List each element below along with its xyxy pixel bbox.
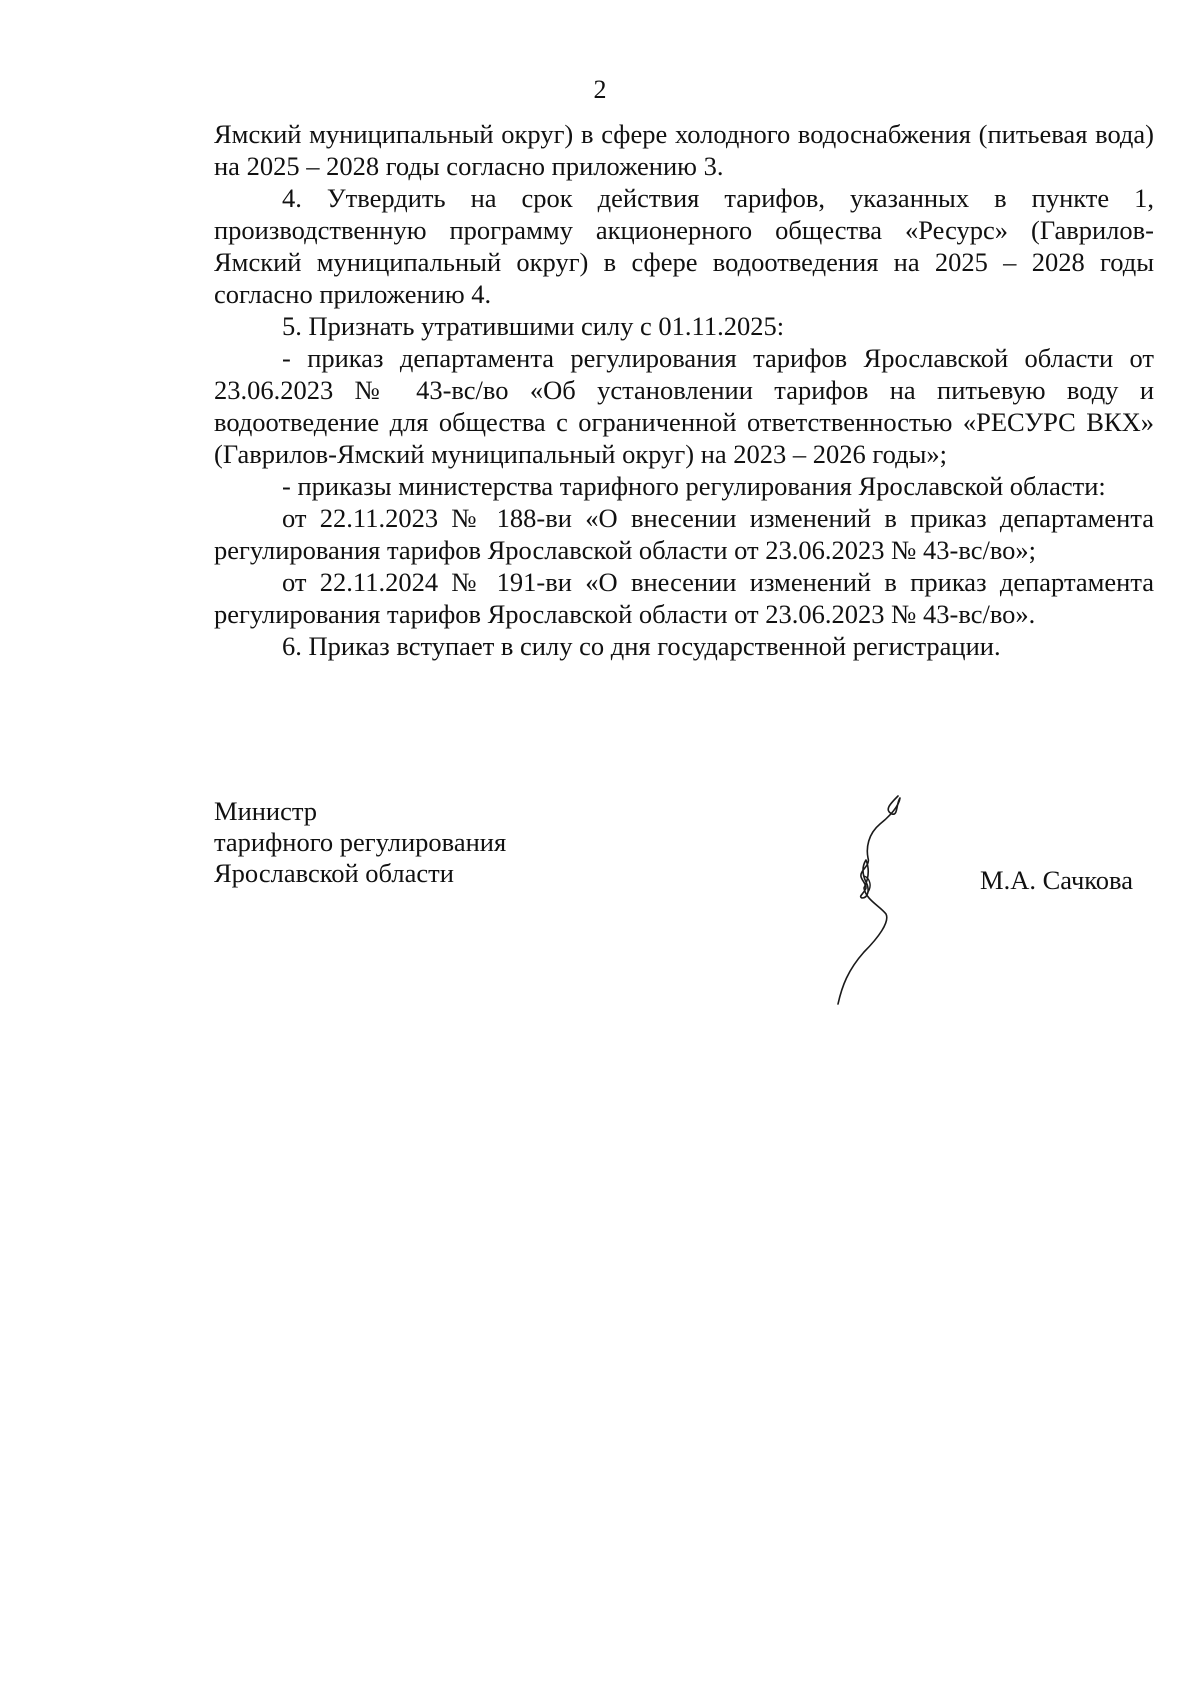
signatory-title-line: Министр	[214, 796, 318, 826]
paragraph-order-2023: от 22.11.2023 № 188-ви «О внесении изменений в приказ департамента регулирования тарифов Ярославской области от 23.06.2023 № 43-вс/во»;	[214, 503, 1154, 565]
signatory-title-line: тарифного регулирования	[214, 827, 507, 857]
paragraph-revoked-order: - приказ департамента регулирования тарифов Ярославской области от 23.06.2023 № 43-вс/во «Об установлении тарифов на питьевую воду и водоотведение для общества с ограниченной ответственностью «РЕСУРС ВКХ» (Гаврилов-Ямский муниципальный округ) на 2023 – 2026 годы»;	[214, 343, 1154, 469]
paragraph-continuation: Ямский муниципальный округ) в сфере холодного водоснабжения (питьевая вода) на 2025 – 2028 годы согласно приложению 3.	[214, 119, 1154, 181]
paragraph-item-4: 4. Утвердить на срок действия тарифов, указанных в пункте 1, производственную программу акционерного общества «Ресурс» (Гаврилов-Ямский муниципальный округ) в сфере водоотведения на 2025 – 2028 годы согласно приложению 4.	[214, 183, 1154, 309]
handwritten-signature	[820, 790, 930, 1010]
page-number: 2	[593, 75, 607, 104]
paragraph-item-6: 6. Приказ вступает в силу со дня государственной регистрации.	[282, 631, 1001, 661]
order-body-text	[214, 118, 1154, 662]
signatory-title-line: Ярославской области	[214, 858, 454, 888]
paragraph-item-5: 5. Признать утратившими силу с 01.11.2025:	[282, 311, 785, 341]
paragraph-order-2024: от 22.11.2024 № 191-ви «О внесении изменений в приказ департамента регулирования тарифов Ярославской области от 23.06.2023 № 43-вс/во».	[214, 567, 1154, 629]
signatory-title-block	[214, 796, 506, 889]
paragraph-revoked-ministry-orders: - приказы министерства тарифного регулирования Ярославской области:	[282, 471, 1106, 501]
signatory-name: М.А. Сачкова	[980, 865, 1133, 895]
